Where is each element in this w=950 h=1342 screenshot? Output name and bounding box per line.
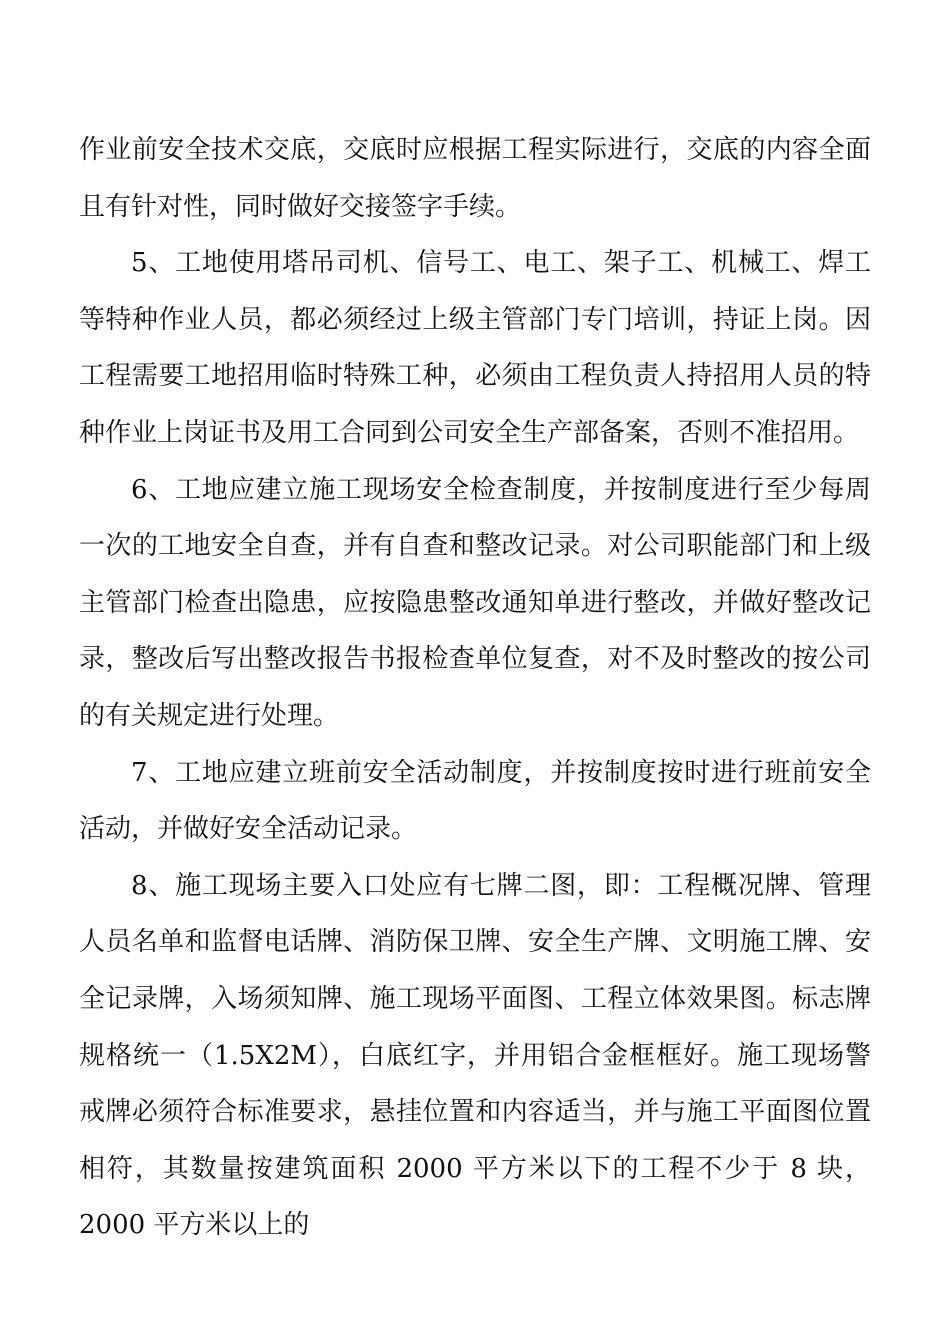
paragraph-item-5: 5、工地使用塔吊司机、信号工、电工、架子工、机械工、焊工等特种作业人员，都必须经过上级主管部门专门培训，持证上岗。因工程需要工地招用临时特殊工种，必须由工程负责人持招用人员的特种作业上岗证书及用工合同到公司安全生产部备案，否则不准招用。 [79, 248, 871, 448]
paragraph-item-7: 7、工地应建立班前安全活动制度，并按制度按时进行班前安全活动，并做好安全活动记录。 [79, 757, 871, 845]
paragraph-item-6: 6、工地应建立施工现场安全检查制度，并按制度进行至少每周一次的工地安全自查，并有自查和整改记录。对公司职能部门和上级主管部门检查出隐患，应按隐患整改通知单进行整改，并做好整改记录，整改后写出整改报告书报检查单位复查，对不及时整改的按公司的有关规定进行处理。 [79, 474, 871, 731]
paragraph-item-8: 8、施工现场主要入口处应有七牌二图，即：工程概况牌、管理人员名单和监督电话牌、消防保卫牌、安全生产牌、文明施工牌、安全记录牌，入场须知牌、施工现场平面图、工程立体效果图。标志牌规格统一（1.5X2M），白底红字，并用铝合金框框好。施工现场警戒牌必须符合标准要求，悬挂位置和内容适当，并与施工平面图位置相符，其数量按建筑面积 2000 平方米以下的工程不少于 8 块，2000 平方米以上的 [79, 870, 871, 1241]
document-body [79, 122, 871, 1254]
paragraph-continuation: 作业前安全技术交底，交底时应根据工程实际进行，交底的内容全面且有针对性，同时做好交接签字手续。 [79, 135, 871, 222]
